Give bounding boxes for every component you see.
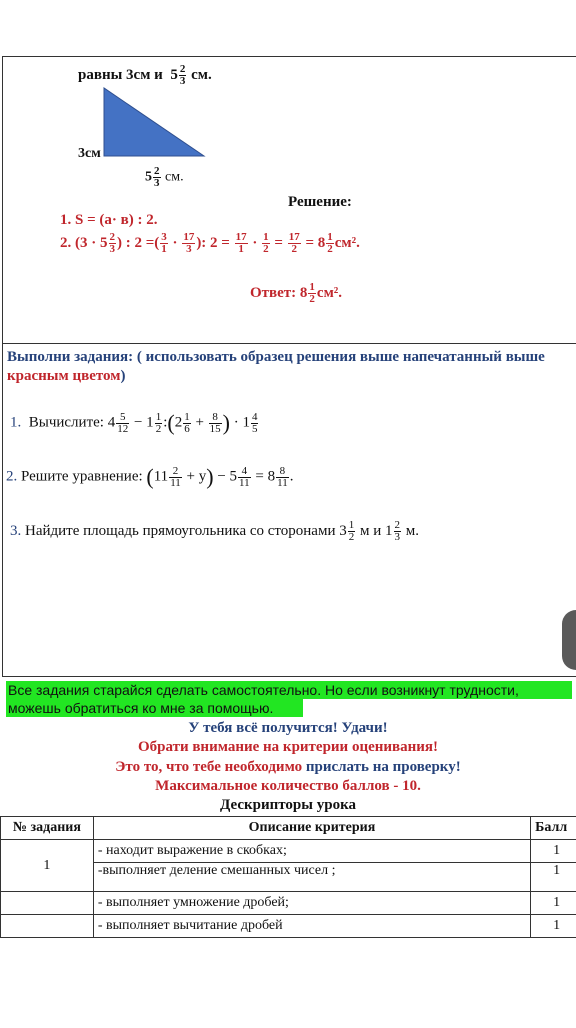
criteria-table <box>0 816 576 938</box>
col-header-task: № задания <box>1 817 94 840</box>
descriptors-title: Дескрипторы урока <box>219 797 356 813</box>
scroll-handle[interactable] <box>562 610 576 670</box>
score-cell: 1 <box>531 892 576 915</box>
task-1: 1. Вычислите: 4 $\frac{5}{12}$ − 1 $\frac{1}{2}$ :(2 $\frac{1}{6}$ + $\frac{8}{15}$ ) · 1 $\frac{4}{5}$ <box>10 410 258 435</box>
criteria-attention: Обрати внимание на критерии оценивания! <box>137 739 439 755</box>
col-header-desc: Описание критерия <box>93 817 530 840</box>
desc-cell: -выполняет деление смешанных чисел ; <box>93 863 530 892</box>
empty-cell <box>1 892 94 915</box>
table-row <box>1 892 576 915</box>
send-text: Это то, что тебе необходимо прислать на проверку! <box>115 759 461 775</box>
max-score: Максимальное количество баллов - 10. <box>155 778 421 794</box>
task-3: 3. Найдите площадь прямоугольника со сторонами 3 $\frac{1}{2}$ м и 1 $\frac{2}{3}$ м. <box>10 519 420 543</box>
notice-line-2: можешь обратиться ко мне за помощью. <box>8 700 274 716</box>
divider <box>2 343 576 344</box>
score-cell: 1 <box>531 840 576 863</box>
right-triangle <box>100 86 208 158</box>
solution-answer: Ответ: 8 $\frac{1}{2}$ см². <box>250 281 343 305</box>
divider <box>2 676 576 677</box>
table-row <box>1 840 576 863</box>
task-number-cell: 1 <box>1 840 94 892</box>
solution-step-2: 2. (3 · 5 $\frac{2}{3}$ ) : 2 =( $\frac{3}{1}$ · $\frac{17}{3}$ ): 2 = $\frac{17}{1}$ · $\frac{1}{2}$ = $\frac{17}{2}$ = 8 $\frac{1}{2}$ см². <box>60 231 360 255</box>
empty-cell <box>1 915 94 938</box>
luck-text: У тебя всё получится! Удачи! <box>188 720 388 736</box>
table-header-row <box>1 817 576 840</box>
table-row <box>1 915 576 938</box>
desc-cell: - находит выражение в скобках; <box>93 840 530 863</box>
task-2: 2. Решите уравнение: (11 $\frac{2}{11}$ + y) − 5 $\frac{4}{11}$ = 8 $\frac{8}{11}$ . <box>6 464 294 489</box>
col-header-score: Балл <box>531 817 576 840</box>
side-label-bottom: 5 $\frac{2}{3}$ см. <box>145 165 184 189</box>
score-cell: 1 <box>531 863 576 892</box>
score-cell: 1 <box>531 915 576 938</box>
solution-heading: Решение: <box>288 194 352 210</box>
desc-cell: - выполняет умножение дробей; <box>93 892 530 915</box>
desc-cell: - выполняет вычитание дробей <box>93 915 530 938</box>
criteria-table-wrap <box>0 816 576 938</box>
tasks-header: Выполни задания: ( использовать образец решения выше напечатанный выше красным цветом) <box>7 349 545 384</box>
given-text: равны 3см и 5 $\frac{2}{3}$ см. <box>78 63 212 87</box>
side-label-left: 3см <box>78 146 101 161</box>
solution-step-1: 1. S = (а· в) : 2. <box>60 212 158 228</box>
notice-line-1: Все задания старайся сделать самостоятельно. Но если возникнут трудности, <box>8 682 519 698</box>
